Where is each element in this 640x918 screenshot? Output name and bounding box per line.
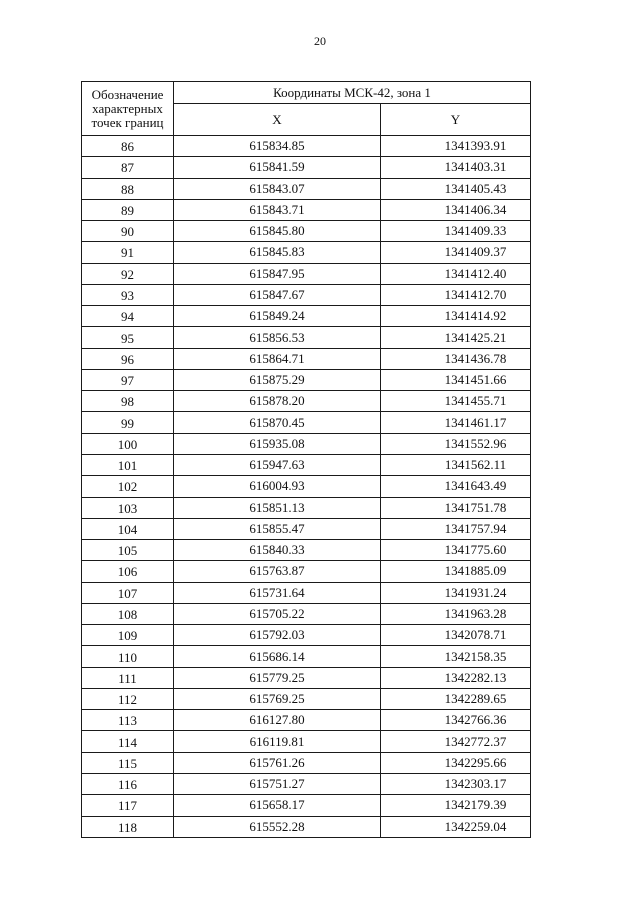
point-number-cell: 89 <box>82 199 174 220</box>
table-row <box>82 178 531 199</box>
point-number-cell: 93 <box>82 284 174 305</box>
point-number-cell: 95 <box>82 327 174 348</box>
table-row <box>82 306 531 327</box>
x-coordinate-cell: 615841.59 <box>174 157 381 178</box>
x-coordinate-cell: 615779.25 <box>174 667 381 688</box>
point-number-cell: 86 <box>82 136 174 157</box>
table-row <box>82 582 531 603</box>
y-coordinate-cell: 1341455.71 <box>381 391 531 412</box>
point-number-cell: 102 <box>82 476 174 497</box>
y-coordinate-cell: 1341405.43 <box>381 178 531 199</box>
table-row <box>82 688 531 709</box>
x-coordinate-cell: 615761.26 <box>174 752 381 773</box>
x-coordinate-cell: 615847.67 <box>174 284 381 305</box>
x-coordinate-cell: 615552.28 <box>174 816 381 837</box>
point-number-cell: 110 <box>82 646 174 667</box>
y-coordinate-cell: 1342303.17 <box>381 773 531 794</box>
y-coordinate-cell: 1341757.94 <box>381 518 531 539</box>
y-coordinate-cell: 1341406.34 <box>381 199 531 220</box>
x-coordinate-cell: 615845.80 <box>174 221 381 242</box>
y-coordinate-cell: 1341643.49 <box>381 476 531 497</box>
point-number-cell: 96 <box>82 348 174 369</box>
x-coordinate-cell: 615947.63 <box>174 454 381 475</box>
x-coordinate-cell: 615843.07 <box>174 178 381 199</box>
y-coordinate-cell: 1341885.09 <box>381 561 531 582</box>
table-row <box>82 540 531 561</box>
x-coordinate-cell: 615840.33 <box>174 540 381 561</box>
y-coordinate-cell: 1342295.66 <box>381 752 531 773</box>
y-coordinate-cell: 1342282.13 <box>381 667 531 688</box>
table-row <box>82 242 531 263</box>
x-coordinate-cell: 615856.53 <box>174 327 381 348</box>
point-number-cell: 116 <box>82 773 174 794</box>
table-row <box>82 773 531 794</box>
designation-header <box>82 82 174 136</box>
x-coordinate-cell: 615935.08 <box>174 433 381 454</box>
point-number-cell: 90 <box>82 221 174 242</box>
point-number-cell: 97 <box>82 369 174 390</box>
y-coordinate-cell: 1341451.66 <box>381 369 531 390</box>
table-row <box>82 136 531 157</box>
table-row <box>82 752 531 773</box>
x-coordinate-cell: 615843.71 <box>174 199 381 220</box>
table-row <box>82 710 531 731</box>
table-row <box>82 369 531 390</box>
designation-header-line: Обозначение <box>91 86 164 102</box>
table-row <box>82 433 531 454</box>
table-row <box>82 391 531 412</box>
y-coordinate-cell: 1341931.24 <box>381 582 531 603</box>
point-number-cell: 94 <box>82 306 174 327</box>
table-row <box>82 263 531 284</box>
point-number-cell: 117 <box>82 795 174 816</box>
y-coordinate-cell: 1341393.91 <box>381 136 531 157</box>
y-coordinate-cell: 1341751.78 <box>381 497 531 518</box>
table-row <box>82 454 531 475</box>
y-coordinate-cell: 1342179.39 <box>381 795 531 816</box>
x-coordinate-cell: 615864.71 <box>174 348 381 369</box>
y-coordinate-cell: 1342158.35 <box>381 646 531 667</box>
point-number-cell: 109 <box>82 625 174 646</box>
table-row <box>82 518 531 539</box>
x-coordinate-cell: 616119.81 <box>174 731 381 752</box>
point-number-cell: 112 <box>82 688 174 709</box>
y-coordinate-cell: 1342772.37 <box>381 731 531 752</box>
x-coordinate-cell: 615878.20 <box>174 391 381 412</box>
x-coordinate-cell: 615845.83 <box>174 242 381 263</box>
y-coordinate-cell: 1341409.33 <box>381 221 531 242</box>
x-coordinate-cell: 615731.64 <box>174 582 381 603</box>
point-number-cell: 105 <box>82 540 174 561</box>
x-coordinate-cell: 615851.13 <box>174 497 381 518</box>
y-coordinate-cell: 1341412.70 <box>381 284 531 305</box>
y-coordinate-cell: 1341425.21 <box>381 327 531 348</box>
x-coordinate-cell: 615769.25 <box>174 688 381 709</box>
point-number-cell: 98 <box>82 391 174 412</box>
point-number-cell: 101 <box>82 454 174 475</box>
point-number-cell: 106 <box>82 561 174 582</box>
y-coordinate-cell: 1342078.71 <box>381 625 531 646</box>
table-row <box>82 221 531 242</box>
table-row <box>82 284 531 305</box>
y-coordinate-cell: 1341552.96 <box>381 433 531 454</box>
y-coordinate-cell: 1341562.11 <box>381 454 531 475</box>
y-coordinate-cell: 1341436.78 <box>381 348 531 369</box>
designation-header-line: точек границ <box>91 114 164 130</box>
table-row <box>82 816 531 837</box>
point-number-cell: 100 <box>82 433 174 454</box>
point-number-cell: 91 <box>82 242 174 263</box>
x-coordinate-cell: 615792.03 <box>174 625 381 646</box>
table-row <box>82 795 531 816</box>
table-row <box>82 667 531 688</box>
point-number-cell: 92 <box>82 263 174 284</box>
point-number-cell: 111 <box>82 667 174 688</box>
table-row <box>82 497 531 518</box>
x-coordinate-cell: 615686.14 <box>174 646 381 667</box>
y-coordinate-cell: 1341963.28 <box>381 603 531 624</box>
point-number-cell: 88 <box>82 178 174 199</box>
x-coordinate-cell: 615847.95 <box>174 263 381 284</box>
point-number-cell: 103 <box>82 497 174 518</box>
y-column-header: Y <box>381 104 531 136</box>
coordinates-header: Координаты МСК-42, зона 1 <box>174 82 531 104</box>
y-coordinate-cell: 1341409.37 <box>381 242 531 263</box>
point-number-cell: 104 <box>82 518 174 539</box>
y-coordinate-cell: 1341403.31 <box>381 157 531 178</box>
x-coordinate-cell: 615870.45 <box>174 412 381 433</box>
point-number-cell: 114 <box>82 731 174 752</box>
x-coordinate-cell: 616004.93 <box>174 476 381 497</box>
point-number-cell: 99 <box>82 412 174 433</box>
x-coordinate-cell: 615855.47 <box>174 518 381 539</box>
page-number: 20 <box>314 34 326 48</box>
x-coordinate-cell: 615834.85 <box>174 136 381 157</box>
table-row <box>82 327 531 348</box>
y-coordinate-cell: 1341775.60 <box>381 540 531 561</box>
x-coordinate-cell: 615875.29 <box>174 369 381 390</box>
point-number-cell: 118 <box>82 816 174 837</box>
point-number-cell: 113 <box>82 710 174 731</box>
designation-header-line: характерных <box>92 100 163 116</box>
point-number-cell: 115 <box>82 752 174 773</box>
table-row <box>82 561 531 582</box>
table-row <box>82 157 531 178</box>
y-coordinate-cell: 1341414.92 <box>381 306 531 327</box>
table-row <box>82 412 531 433</box>
table-row <box>82 731 531 752</box>
x-coordinate-cell: 615751.27 <box>174 773 381 794</box>
x-coordinate-cell: 615849.24 <box>174 306 381 327</box>
point-number-cell: 108 <box>82 603 174 624</box>
x-coordinate-cell: 615763.87 <box>174 561 381 582</box>
y-coordinate-cell: 1342289.65 <box>381 688 531 709</box>
point-number-cell: 107 <box>82 582 174 603</box>
table-row <box>82 625 531 646</box>
table-row <box>82 646 531 667</box>
table-body <box>82 136 531 838</box>
y-coordinate-cell: 1342766.36 <box>381 710 531 731</box>
x-coordinate-cell: 616127.80 <box>174 710 381 731</box>
point-number-cell: 87 <box>82 157 174 178</box>
coordinates-table <box>81 81 531 838</box>
x-column-header: X <box>174 104 381 136</box>
table-row <box>82 348 531 369</box>
x-coordinate-cell: 615658.17 <box>174 795 381 816</box>
y-coordinate-cell: 1341461.17 <box>381 412 531 433</box>
x-coordinate-cell: 615705.22 <box>174 603 381 624</box>
table-row <box>82 603 531 624</box>
y-coordinate-cell: 1342259.04 <box>381 816 531 837</box>
table-row <box>82 476 531 497</box>
table-header <box>82 82 531 136</box>
table-row <box>82 199 531 220</box>
y-coordinate-cell: 1341412.40 <box>381 263 531 284</box>
